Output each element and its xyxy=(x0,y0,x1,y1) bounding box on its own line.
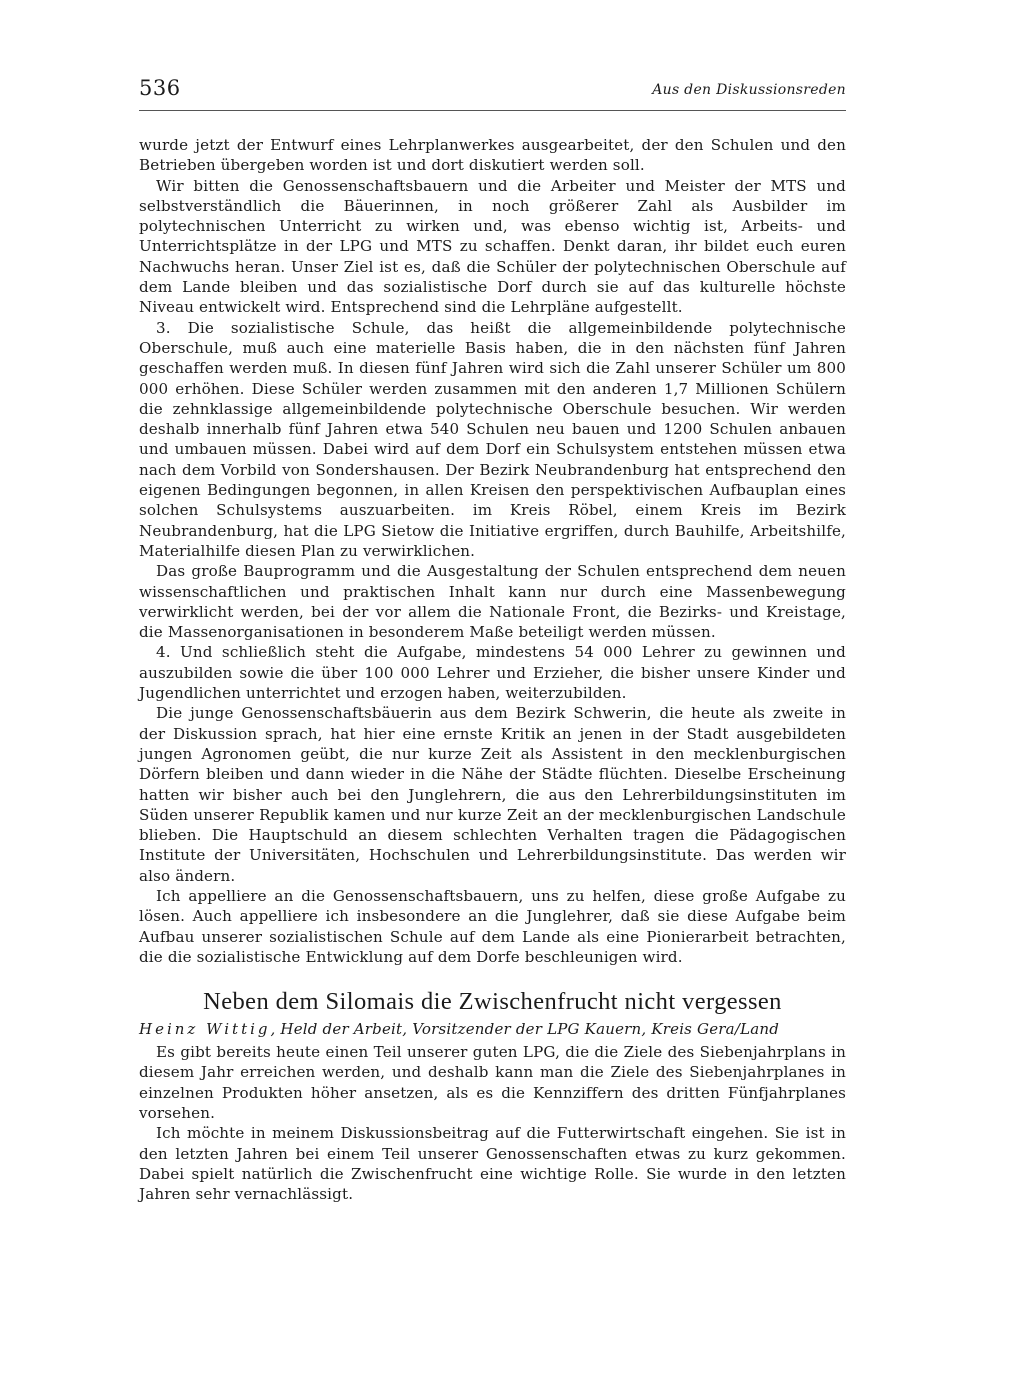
paragraph: Die junge Genossenschaftsbäuerin aus dem Bezirk Schwerin, die heute als zweite in der Diskussion sprach, hat hier eine ernste Kritik an jenen in der Stadt ausgebildeten jungen Agronomen geübt, die nur kurze Zeit als Assistent in den mecklenburgischen Dörfern bleiben und dann wieder in die Nähe der Städte flüchten. Dieselbe Erscheinung hatten wir bisher auch bei den Junglehrern, die aus den Lehrerbildungsinstituten im Süden unserer Republik kamen und nur kurze Zeit an der mecklenburgischen Landschule blieben. Die Hauptschuld an diesem schlechten Verhalten tragen die Pädagogischen Institute der Universitäten, Hochschulen und Lehrerbildungsinstitute. Das werden wir also ändern. xyxy=(139,704,846,885)
paragraph: 3. Die sozialistische Schule, das heißt die allgemeinbildende polytechnische Oberschule, muß auch eine materielle Basis haben, die in den nächsten fünf Jahren geschaffen werden muß. In diesen fünf Jahren wird sich die Zahl unserer Schüler um 800 000 erhöhen. Diese Schüler werden zusammen mit den anderen 1,7 Millionen Schülern die zehnklassige allgemeinbildende polytechnische Oberschule besuchen. Wir werden deshalb innerhalb fünf Jahren etwa 540 Schulen neu bauen und 1200 Schulen anbauen und umbauen müssen. Dabei wird auf dem Dorf ein Schulsystem entstehen müssen etwa nach dem Vorbild von Sondershausen. Der Bezirk Neubrandenburg hat entsprechend den eigenen Bedingungen begonnen, in allen Kreisen den perspektivischen Aufbauplan eines solchen Schulsystems auszuarbeiten. im Kreis Röbel, einem Kreis im Bezirk Neubrandenburg, hat die LPG Sietow die Initiative ergriffen, durch Bauhilfe, Arbeitshilfe, Materialhilfe diesen Plan zu verwirklichen. xyxy=(139,318,846,560)
section-title: Aus den Diskussionsreden xyxy=(652,82,846,98)
speech-two-body xyxy=(139,1042,846,1204)
speech-one-body xyxy=(139,135,846,967)
speaker-name: Heinz Wittig xyxy=(139,1020,271,1039)
paragraph: Ich möchte in meinem Diskussionsbeitrag auf die Futterwirtschaft eingehen. Sie ist in den letzten Jahren bei einem Teil unserer Genossenschaften etwas zu kurz gekommen. Dabei spielt natürlich die Zwischenfrucht eine wichtige Rolle. Sie wurde in den letzten Jahren sehr vernachlässigt. xyxy=(139,1124,846,1204)
page-number: 536 xyxy=(139,76,181,100)
paragraph: Es gibt bereits heute einen Teil unserer guten LPG, die die Ziele des Siebenjahrplans in diesem Jahr erreichen werden, und deshalb kann man die Ziele des Siebenjahrplanes in einzelnen Produkten höher ansetzen, als es die Kennziffern des dritten Fünfjahrplanes vorsehen. xyxy=(139,1043,846,1123)
paragraph: Das große Bauprogramm und die Ausgestaltung der Schulen entsprechend dem neuen wissenschaftlichen und praktischen Inhalt kann nur durch eine Massenbewegung verwirklicht werden, bei der vor allem die Nationale Front, die Bezirks- und Kreistage, die Massenorganisationen in besonderem Maße beteiligt werden müssen. xyxy=(139,562,846,642)
paragraph: Ich appelliere an die Genossenschaftsbauern, uns zu helfen, diese große Aufgabe zu lösen. Auch appelliere ich insbesondere an die Junglehrer, daß sie diese Aufgabe beim Aufbau unserer sozialistischen Schule auf dem Lande als eine Pionierarbeit betrachten, die die sozialistische Entwicklung auf dem Dorfe beschleunigen wird. xyxy=(139,886,846,966)
paragraph: Wir bitten die Genossenschaftsbauern und die Arbeiter und Meister der MTS und selbstverständlich die Bäuerinnen, in noch größerer Zahl als Ausbilder im polytechnischen Unterricht zu wirken und, was ebenso wichtig ist, Arbeits- und Unterrichtsplätze in der LPG und MTS zu schaffen. Denkt daran, ihr bildet euch euren Nachwuchs heran. Unser Ziel ist es, daß die Schüler der polytechnischen Oberschule auf dem Lande bleiben und das sozialistische Dorf durch sie auf das kulturelle höchste Niveau entwickelt wird. Entsprechend sind die Lehrpläne aufgestellt. xyxy=(139,176,846,317)
paragraph: 4. Und schließlich steht die Aufgabe, mindestens 54 000 Lehrer zu gewinnen und auszubilden sowie die über 100 000 Lehrer und Erzieher, die bisher unsere Kinder und Jugendlichen unterrichtet und erzogen haben, weiterzubilden. xyxy=(139,643,846,703)
document-page xyxy=(139,76,846,1205)
speech-title: Neben dem Silomais die Zwischenfrucht nicht vergessen xyxy=(203,988,782,1016)
paragraph: wurde jetzt der Entwurf eines Lehrplanwerkes ausgearbeitet, der den Schulen und den Betrieben übergeben worden ist und dort diskutiert werden soll. xyxy=(139,136,846,175)
speaker-role: , Held der Arbeit, Vorsitzender der LPG Kauern, Kreis Gera/Land xyxy=(270,1020,780,1039)
running-head xyxy=(139,76,846,111)
speaker-byline xyxy=(139,1019,846,1039)
